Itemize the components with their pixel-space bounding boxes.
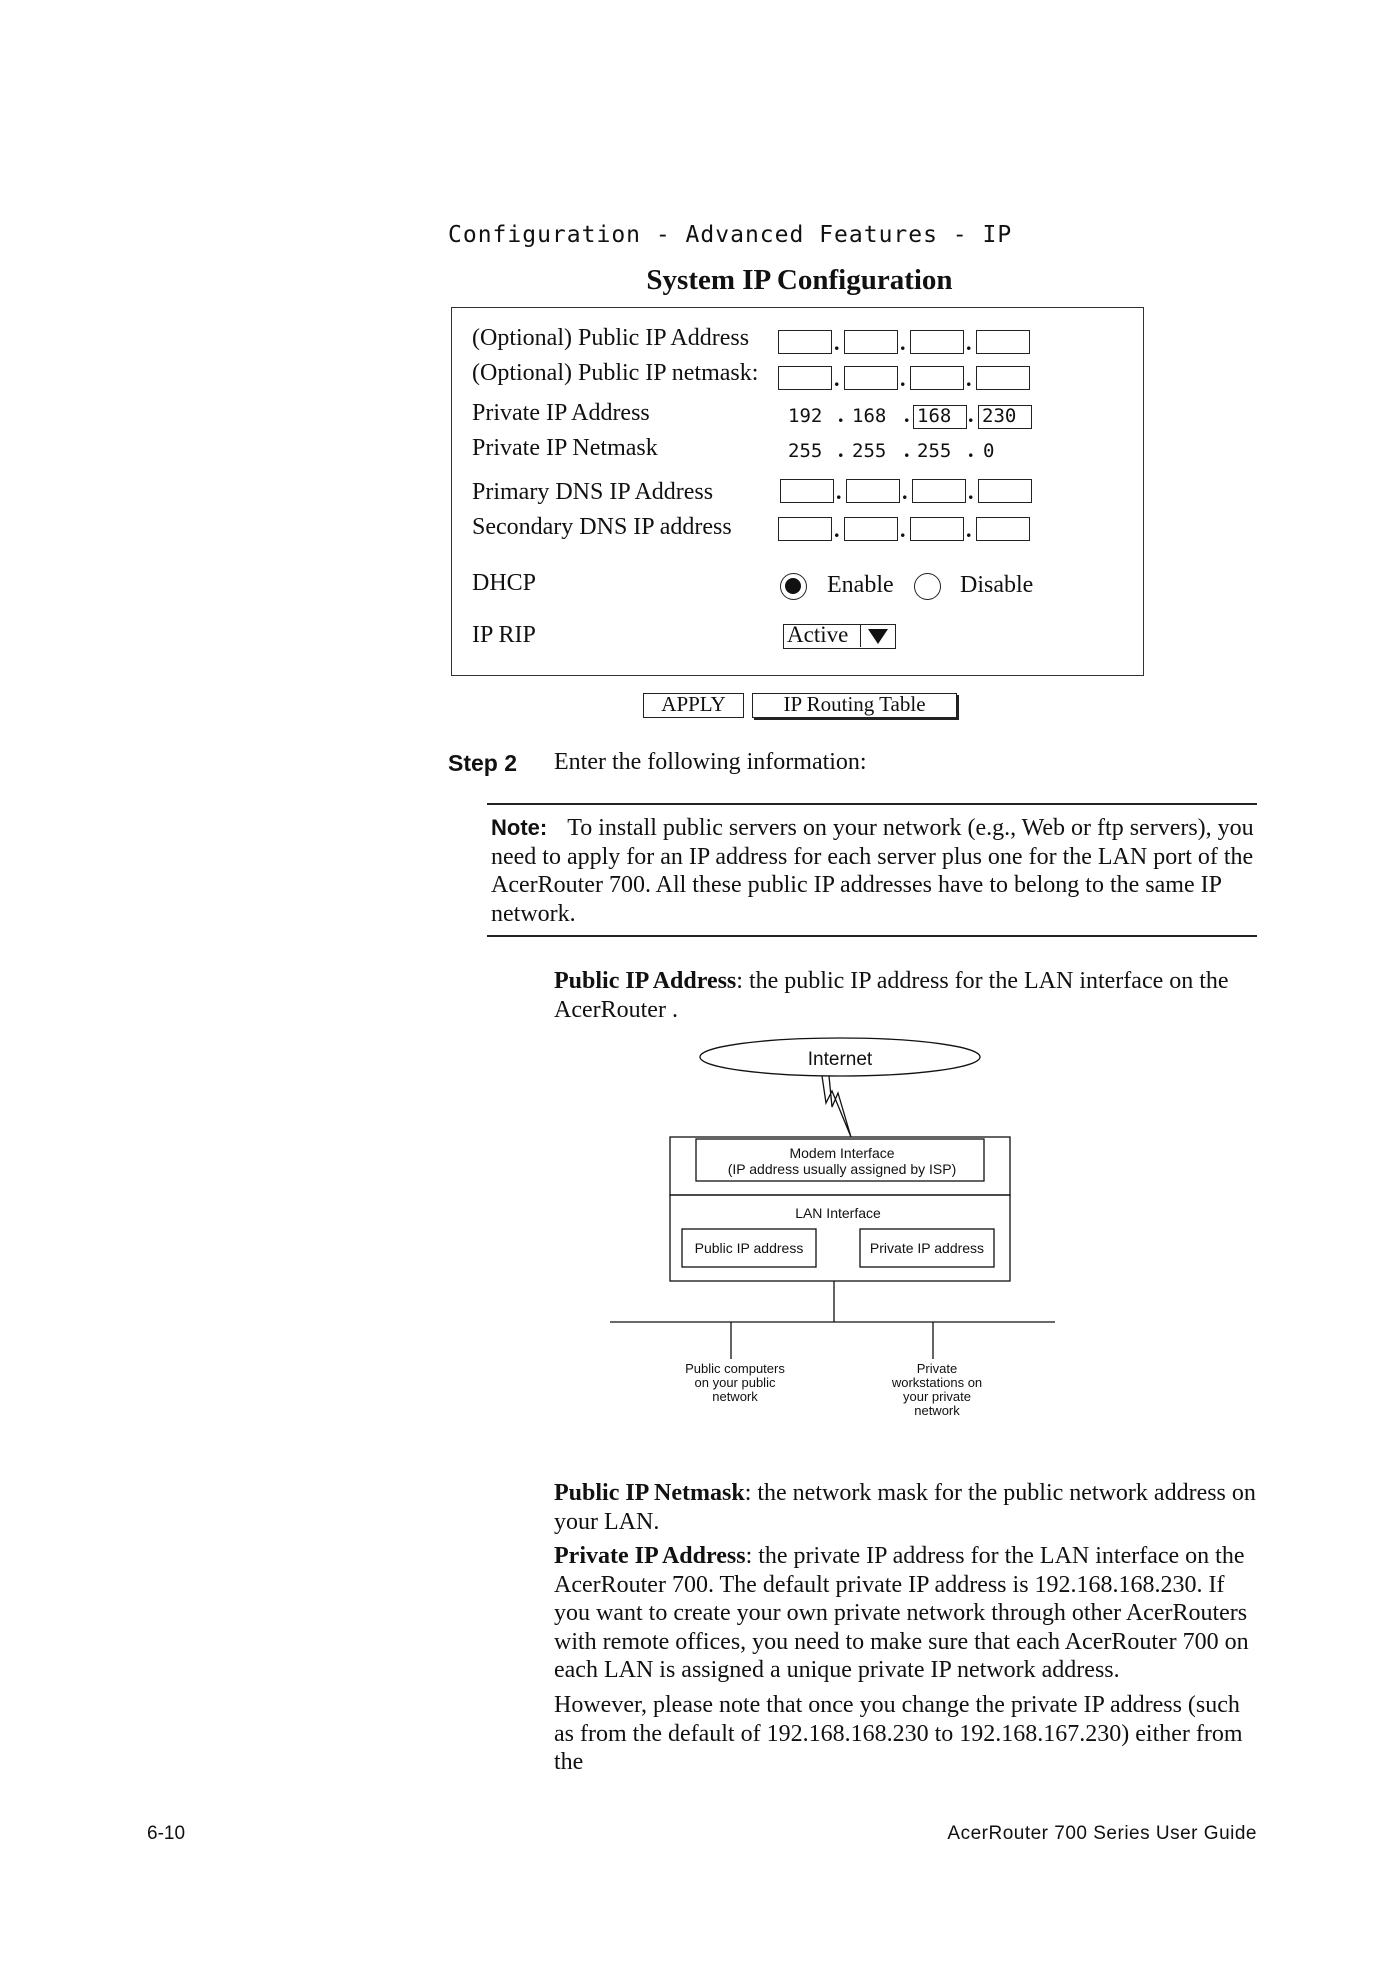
primary-dns-octet-2[interactable] — [846, 479, 900, 503]
private-caption-line2: workstations on — [891, 1375, 983, 1390]
apply-button[interactable]: APPLY — [643, 693, 744, 718]
dot: . — [834, 517, 840, 542]
public-netmask-paragraph — [554, 1479, 1264, 1536]
dot: . — [900, 366, 906, 391]
public-netmask-octet-3[interactable] — [910, 366, 964, 390]
public-ip-octet-2[interactable] — [844, 330, 898, 354]
private-ip-octet-1: 192 — [788, 405, 823, 427]
dot: . — [968, 479, 974, 504]
public-netmask-term: Public IP Netmask — [554, 1480, 745, 1506]
private-caption-line4: network — [914, 1403, 960, 1418]
private-ip-octet-3[interactable]: 168 — [913, 405, 967, 429]
public-ip-octet-1[interactable] — [778, 330, 832, 354]
dot: . — [966, 330, 972, 355]
page-number: 6-10 — [147, 1823, 186, 1844]
step-label: Step 2 — [448, 750, 518, 776]
network-diagram — [610, 1035, 1070, 1435]
note-block — [491, 814, 1256, 928]
public-caption-line2: on your public — [694, 1375, 776, 1390]
public-ip-octet-4[interactable] — [976, 330, 1030, 354]
secondary-dns-octet-2[interactable] — [844, 517, 898, 541]
modem-link-icon — [822, 1076, 851, 1137]
dot: . — [966, 517, 972, 542]
modem-label-line2: (IP address usually assigned by ISP) — [727, 1161, 957, 1177]
private-netmask-octet-4: 0 — [983, 440, 995, 462]
public-ip-label: (Optional) Public IP Address — [472, 325, 750, 351]
modem-label-line1: Modem Interface — [789, 1145, 895, 1161]
public-ip-octet-3[interactable] — [910, 330, 964, 354]
private-ip-term: Private IP Address — [554, 1543, 746, 1569]
note-text: To install public servers on your network (e.g., Web or ftp servers), you need to apply for an IP address for each server plus one for the LAN port of the AcerRouter 700. All these public IP addresses have to belong to the same IP network. — [491, 815, 1254, 927]
dhcp-enable-radio[interactable] — [780, 573, 807, 600]
ip-rip-selected-value: Active — [787, 622, 849, 647]
secondary-dns-octet-4[interactable] — [976, 517, 1030, 541]
dot: . — [904, 402, 910, 427]
private-caption-line1: Private — [916, 1361, 958, 1376]
public-caption-line3: network — [712, 1389, 758, 1404]
public-netmask-octet-1[interactable] — [778, 366, 832, 390]
footer-guide-title: AcerRouter 700 Series User Guide — [947, 1823, 1257, 1844]
primary-dns-octet-4[interactable] — [978, 479, 1032, 503]
public-ip-box-label: Public IP address — [694, 1240, 804, 1256]
dhcp-label: DHCP — [472, 570, 537, 596]
public-ip-description: : the public IP address for the LAN interface on the AcerRouter . — [554, 968, 1229, 1023]
private-caption-line3: your private — [903, 1389, 971, 1404]
dot: . — [836, 479, 842, 504]
dhcp-disable-radio[interactable] — [914, 573, 941, 600]
private-netmask-octet-1: 255 — [788, 440, 823, 462]
note-bottom-rule — [487, 935, 1257, 937]
note-label: Note: — [491, 815, 548, 840]
dhcp-disable-label: Disable — [960, 572, 1034, 598]
ip-rip-label: IP RIP — [472, 622, 536, 648]
dot: . — [966, 366, 972, 391]
note-top-rule — [487, 803, 1257, 805]
dot: . — [968, 402, 974, 427]
dot: . — [902, 479, 908, 504]
primary-dns-label: Primary DNS IP Address — [472, 479, 714, 505]
public-ip-term: Public IP Address — [554, 968, 737, 994]
private-netmask-label: Private IP Netmask — [472, 435, 658, 461]
dot: . — [834, 366, 840, 391]
public-netmask-octet-4[interactable] — [976, 366, 1030, 390]
breadcrumb: Configuration - Advanced Features - IP — [448, 222, 1013, 248]
primary-dns-octet-3[interactable] — [912, 479, 966, 503]
form-title: System IP Configuration — [646, 264, 953, 296]
dhcp-enable-label: Enable — [827, 572, 894, 598]
dot: . — [968, 437, 974, 462]
public-caption-line1: Public computers — [685, 1361, 785, 1376]
however-paragraph: However, please note that once you change the private IP address (such as from the default of 192.168.168.230 to 192.168.167.230) either from the — [554, 1692, 1243, 1775]
lan-label: LAN Interface — [795, 1205, 881, 1221]
private-ip-octet-2: 168 — [852, 405, 887, 427]
dot: . — [838, 402, 844, 427]
private-ip-paragraph — [554, 1542, 1264, 1685]
private-netmask-octet-3: 255 — [917, 440, 952, 462]
public-ip-paragraph — [554, 967, 1264, 1024]
private-ip-box-label: Private IP address — [869, 1240, 985, 1256]
step-text: Enter the following information: — [554, 749, 867, 775]
dot: . — [900, 517, 906, 542]
dot: . — [834, 330, 840, 355]
dot: . — [900, 330, 906, 355]
private-ip-octet-4[interactable]: 230 — [978, 405, 1032, 429]
secondary-dns-octet-1[interactable] — [778, 517, 832, 541]
private-netmask-octet-2: 255 — [852, 440, 887, 462]
private-ip-label: Private IP Address — [472, 400, 650, 426]
public-netmask-octet-2[interactable] — [844, 366, 898, 390]
internet-label: Internet — [807, 1049, 873, 1070]
config-panel — [451, 307, 1144, 676]
dot: . — [904, 437, 910, 462]
secondary-dns-octet-3[interactable] — [910, 517, 964, 541]
dropdown-arrow-icon[interactable] — [860, 625, 895, 647]
public-netmask-label: (Optional) Public IP netmask: — [472, 360, 759, 386]
secondary-dns-label: Secondary DNS IP address — [472, 514, 732, 540]
private-ip-description: : the private IP address for the LAN interface on the AcerRouter 700. The default private IP address is 192.168.168.230. If you want to create your own private network through other AcerRouters with remote offices, you need to make sure that each AcerRouter 700 on each LAN is assigned a unique private IP network address. — [554, 1543, 1249, 1683]
public-netmask-description: : the network mask for the public network address on your LAN. — [554, 1480, 1256, 1535]
primary-dns-octet-1[interactable] — [780, 479, 834, 503]
ip-rip-select[interactable] — [783, 624, 896, 649]
dot: . — [838, 437, 844, 462]
radio-selected-dot — [785, 578, 801, 594]
ip-routing-table-button[interactable]: IP Routing Table — [752, 693, 957, 718]
